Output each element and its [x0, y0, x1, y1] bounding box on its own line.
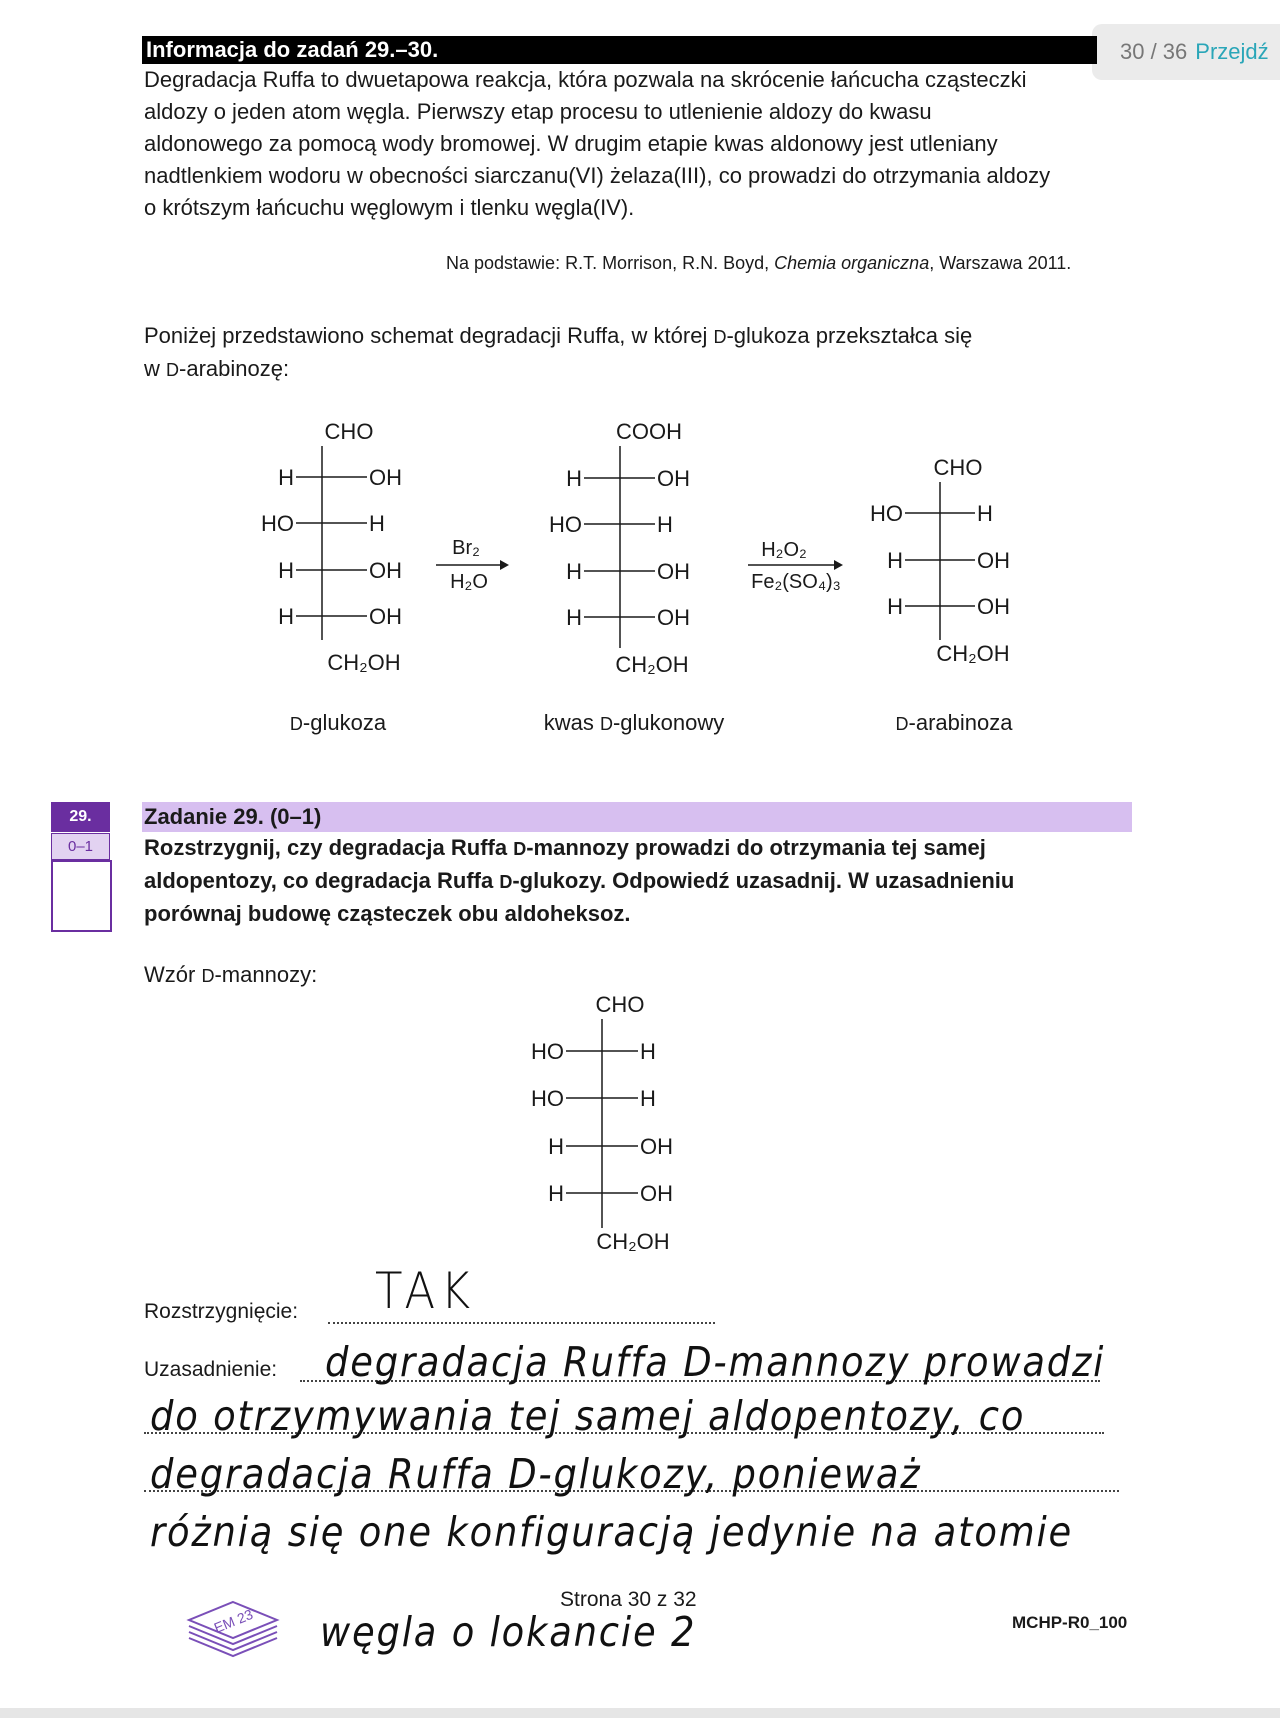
mannose-left-substituent: HO [531, 1039, 564, 1064]
info-line: aldozy o jeden atom węgla. Pierwszy etap procesu to utlenienie aldozy do kwasu [144, 99, 932, 124]
arabinose-right-substituent: OH [977, 594, 1010, 619]
handwritten-answer-line: degradacja Ruffa D-glukozy, ponieważ [150, 1450, 922, 1498]
source-title: Chemia organiczna [774, 253, 930, 273]
gluconic-left-substituent: H [566, 559, 582, 584]
glucose-right-substituent: OH [369, 558, 402, 583]
gluconic-right-substituent: OH [657, 559, 690, 584]
logo-text: EM 23 [211, 1605, 256, 1636]
mannose-top-group: CHO [595, 992, 645, 1017]
info-line: aldonowego za pomocą wody bromowej. W drugim etapie kwas aldonowy jest utleniany [144, 131, 998, 156]
arabinose-top-group: CHO [933, 455, 983, 480]
gluconic-left-substituent: HO [549, 512, 582, 537]
source-citation: Na podstawie: R.T. Morrison, R.N. Boyd, Chemia organiczna, Warszawa 2011. [446, 253, 1072, 273]
gluconic-right-substituent: OH [657, 605, 690, 630]
handwritten-answer-line: do otrzymywania tej samej aldopentozy, co [150, 1392, 1026, 1440]
task-points-badge: 0–1 [51, 833, 110, 860]
mannose-bottom-group: CH₂OH [596, 1229, 670, 1254]
mannose-right-substituent: H [640, 1039, 656, 1064]
gluconic-left-substituent: H [566, 466, 582, 491]
handwritten-answer-line: degradacja Ruffa D-mannozy prowadzi [325, 1338, 1106, 1386]
bottom-scroll-edge [0, 1708, 1280, 1718]
fischer-projection-glucose [261, 419, 402, 675]
fischer-projection-gluconic-acid [549, 419, 690, 677]
task-instruction: Rozstrzygnij, czy degradacja Ruffa D-mannozy prowadzi do otrzymania tej samej aldopentozy, co degradacja Ruffa D-glukozy. Odpowiedź uzasadnij. W uzasadnieniu porównaj budowę cząsteczek obu aldoheksoz. [144, 835, 1015, 926]
mannose-right-substituent: OH [640, 1134, 673, 1159]
arabinose-left-substituent: HO [870, 501, 903, 526]
glucose-right-substituent: OH [369, 465, 402, 490]
glucose-right-substituent: OH [369, 604, 402, 629]
gluconic-right-substituent: OH [657, 466, 690, 491]
arabinose-left-substituent: H [887, 548, 903, 573]
gluconic-right-substituent: H [657, 512, 673, 537]
em-logo [183, 1580, 283, 1660]
mannose-right-substituent: OH [640, 1181, 673, 1206]
fischer-projection-arabinose [870, 455, 1010, 666]
glucose-left-substituent: H [278, 604, 294, 629]
glucose-right-substituent: H [369, 511, 385, 536]
gluconic-left-substituent: H [566, 605, 582, 630]
info-line: nadtlenkiem wodoru w obecności siarczanu(VI) żelaza(III), co prowadzi do otrzymania aldozy [144, 163, 1051, 188]
reaction-arrow-2 [748, 539, 843, 593]
glucose-top-group: CHO [324, 419, 374, 444]
fischer-projection-mannose [531, 992, 673, 1254]
glucose-left-substituent: HO [261, 511, 294, 536]
gluconic-top-group: COOH [616, 419, 682, 444]
info-line: o krótszym łańcuchu węglowym i tlenku węgla(IV). [144, 195, 635, 220]
reaction-arrow-1 [436, 537, 509, 593]
score-box [51, 860, 112, 932]
mannose-left-substituent: H [548, 1134, 564, 1159]
page-indicator: 30 / 36 [1120, 39, 1188, 64]
justification-label: Uzasadnienie: [144, 1358, 278, 1381]
handwritten-answer-line: węgla o lokancie 2 [320, 1608, 697, 1656]
arabinose-right-substituent: OH [977, 548, 1010, 573]
go-to-page-link[interactable]: Przejdź [1195, 39, 1269, 64]
arrow2-reagent: H₂O₂ [761, 539, 807, 561]
arrow1-reagent: Br₂ [452, 537, 480, 559]
arrow2-catalyst: Fe₂(SO₄)₃ [751, 571, 841, 593]
decision-label: Rozstrzygnięcie: [144, 1300, 299, 1323]
page-number: Strona 30 z 32 [560, 1588, 697, 1611]
gluconic-bottom-group: CH₂OH [615, 652, 689, 677]
mannose-formula-label: Wzór D-mannozy: [144, 962, 318, 987]
handwritten-answer-line: różnią się one konfiguracją jedynie na atomie [150, 1508, 1074, 1556]
decision-dotted-line [328, 1322, 715, 1324]
arabinose-bottom-group: CH₂OH [936, 641, 1010, 666]
task-title: Zadanie 29. (0–1) [142, 802, 1132, 832]
glucose-left-substituent: H [278, 558, 294, 583]
exam-code: MCHP-R0_100 [1012, 1613, 1128, 1632]
arabinose-right-substituent: H [977, 501, 993, 526]
glucose-bottom-group: CH₂OH [327, 650, 401, 675]
handwritten-decision: TAK [375, 1262, 476, 1320]
glucose-left-substituent: H [278, 465, 294, 490]
arrow1-solvent: H₂O [450, 571, 488, 593]
mannose-left-substituent: HO [531, 1086, 564, 1111]
arabinose-name: D-arabinoza [895, 710, 1013, 735]
mannose-right-substituent: H [640, 1086, 656, 1111]
scheme-intro: Poniżej przedstawiono schemat degradacji Ruffa, w której D-glukoza przekształca się w D-arabinozę: [144, 323, 973, 381]
gluconic-acid-name: kwas D-glukonowy [543, 710, 725, 735]
arabinose-left-substituent: H [887, 594, 903, 619]
info-header: Informacja do zadań 29.–30. [142, 36, 1097, 64]
info-line: Degradacja Ruffa to dwuetapowa reakcja, która pozwala na skrócenie łańcucha cząsteczki [144, 67, 1027, 92]
task-number-badge: 29. [51, 802, 110, 832]
glucose-name: D-glukoza [289, 710, 387, 735]
mannose-left-substituent: H [548, 1181, 564, 1206]
